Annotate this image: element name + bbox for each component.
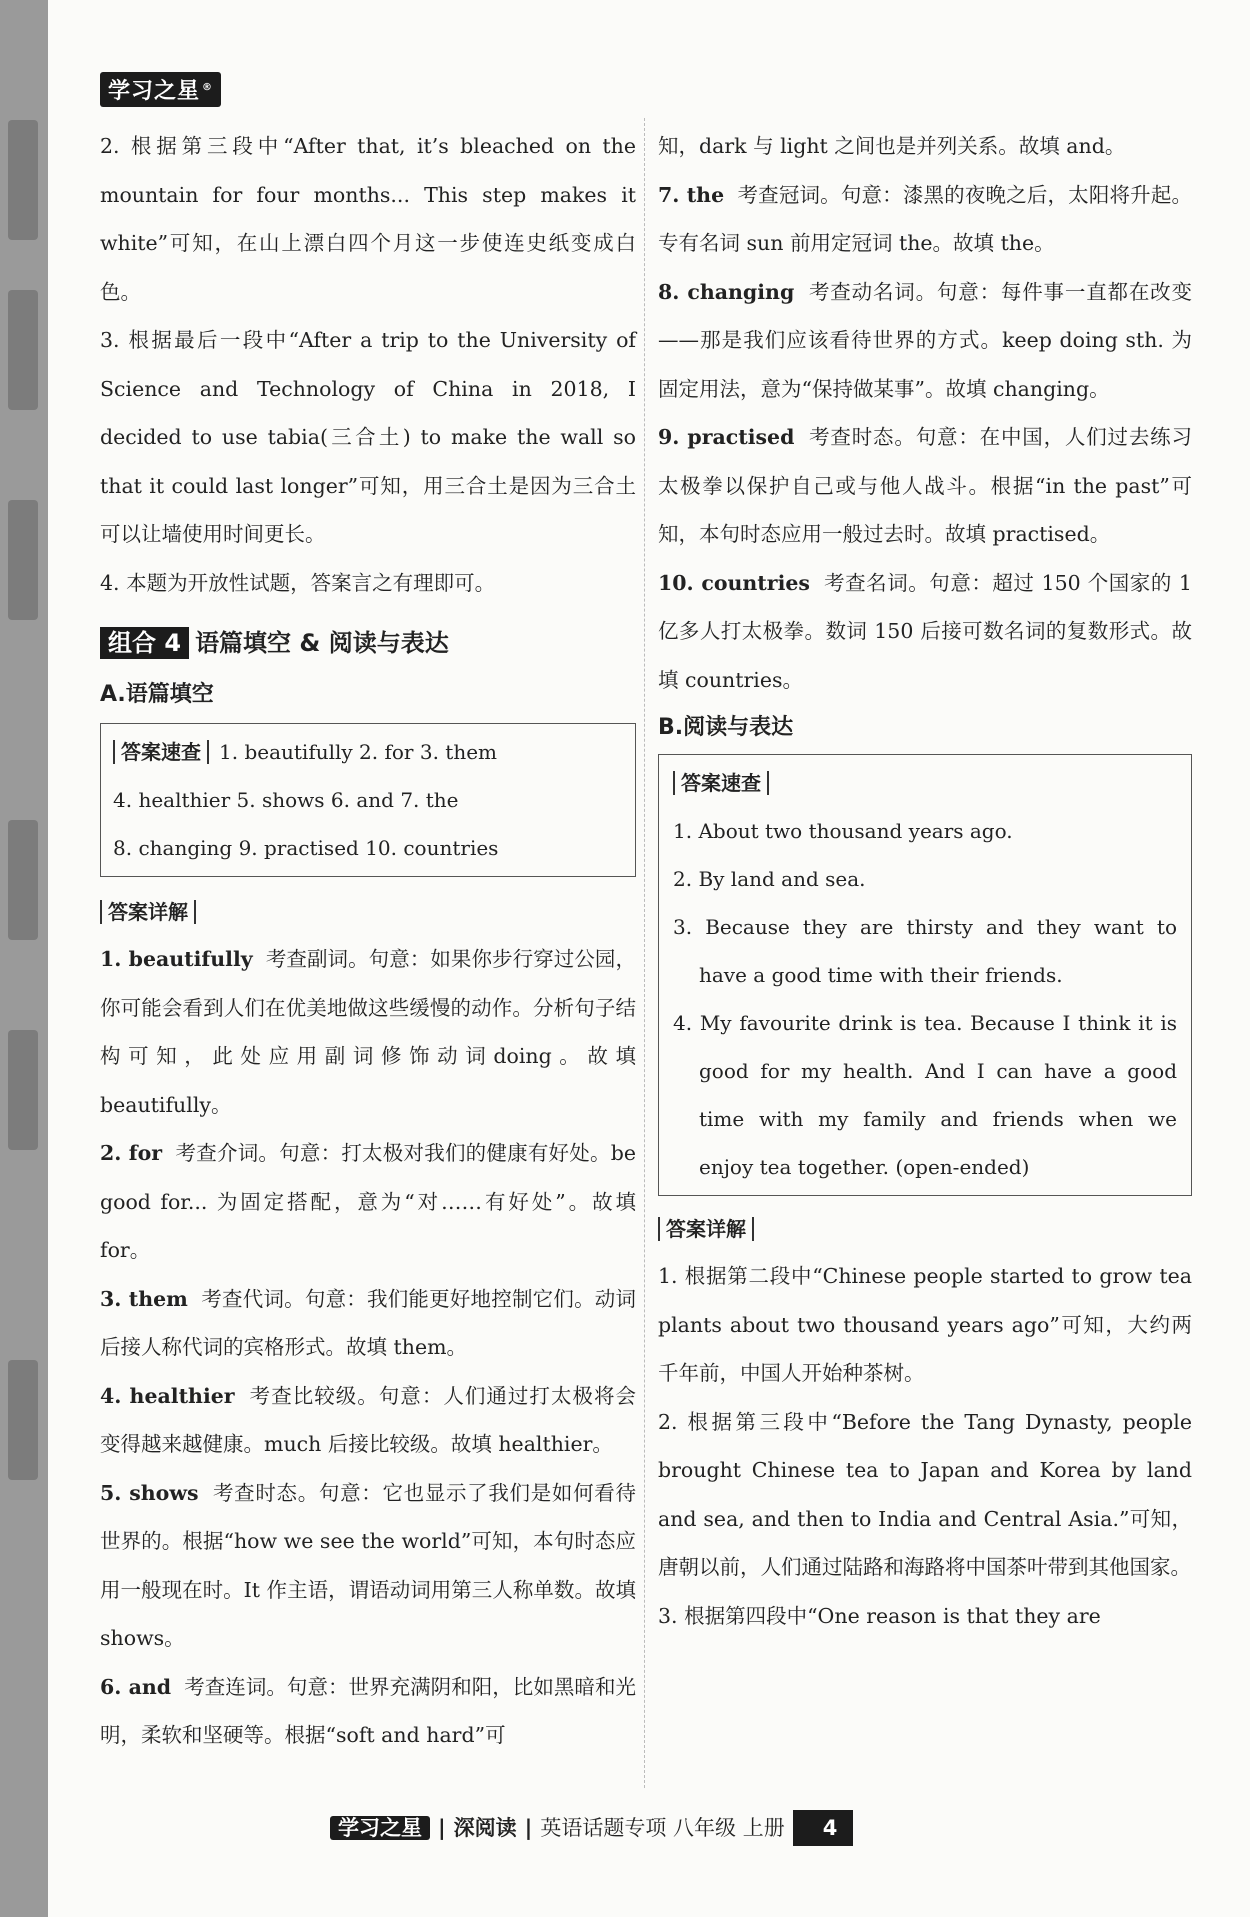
quick-answer-item: 3. Because they are thirsty and they want to have a good time with their friends. <box>673 915 1178 987</box>
quick-answer-item: 2. By land and sea. <box>673 867 866 891</box>
detail-item: 2. for 考查介词。句意：打太极对我们的健康有好处。be good for... 为固定搭配，意为“对……有好处”。故填 for。 <box>100 1141 636 1262</box>
detail-heading: 答案详解 <box>100 889 636 935</box>
answer-paragraph: 3. 根据最后一段中“After a trip to the University of Science and Technology of China in 2018, I decided to use tabia(三合土) to make the wall so that it could last longer”可知，用三合土是因为三合土可以让墙使用时间更长。 <box>100 328 636 546</box>
quick-answer-row: 4. healthier 5. shows 6. and 7. the <box>113 788 459 812</box>
detail-item: 9. practised 考查时态。句意：在中国，人们过去练习太极拳以保护自己或与他人战斗。根据“in the past”可知，本句时态应用一般过去时。故填 practised。 <box>658 425 1192 546</box>
header-logo: 学习之星 ® <box>100 72 221 107</box>
page-number: 4 <box>793 1810 854 1846</box>
detail-item: 10. countries 考查名词。句意：超过 150 个国家的 1 亿多人打太极拳。数词 150 后接可数名词的复数形式。故填 countries。 <box>658 570 1192 692</box>
spine-logo-mark <box>8 1360 38 1480</box>
section-tag: 组合 4 <box>100 627 189 659</box>
footer-series: 深阅读 <box>453 1816 517 1840</box>
spine-logo-mark <box>8 500 38 620</box>
quick-answer-box <box>100 723 636 877</box>
spine-logo-mark <box>8 1030 38 1150</box>
spine-logo-mark <box>8 290 38 410</box>
page-footer: 学习之星 | 深阅读 | 英语话题专项 八年级 上册 4 <box>330 1810 853 1846</box>
column-divider <box>644 118 646 1788</box>
detail-item-continued: 知，dark 与 light 之间也是并列关系。故填 and。 <box>658 134 1126 158</box>
detail-item: 1. beautifully 考查副词。句意：如果你步行穿过公园，你可能会看到人们在优美地做这些缓慢的动作。分析句子结构可知，此处应用副词修饰动词doing。故填 beautifully。 <box>100 947 636 1117</box>
footer-logo: 学习之星 <box>330 1816 430 1840</box>
answer-paragraph: 2. 根据第三段中“Before the Tang Dynasty, people brought Chinese tea to Japan and Korea by land and sea, and then to India and Central Asia.”可知，唐朝以前，人们通过陆路和海路将中国茶叶带到其他国家。 <box>658 1409 1192 1579</box>
section-title: 语篇填空 & 阅读与表达 <box>195 629 449 657</box>
quick-answer-box <box>658 754 1192 1196</box>
quick-answer-header: 答案速查 <box>673 759 1177 807</box>
subsection-heading-a: A.语篇填空 <box>100 682 214 707</box>
answer-paragraph: 4. 本题为开放性试题，答案言之有理即可。 <box>100 570 496 595</box>
quick-answer-item: 1. About two thousand years ago. <box>673 819 1013 843</box>
answer-paragraph: 1. 根据第二段中“Chinese people started to grow tea plants about two thousand years ago”可知，大约两千年前，中国人开始种茶树。 <box>658 1264 1192 1385</box>
spine-logo-mark <box>8 120 38 240</box>
right-column <box>658 122 1192 1640</box>
answer-paragraph: 3. 根据第四段中“One reason is that they are <box>658 1603 1101 1628</box>
footer-book-title: 英语话题专项 八年级 上册 <box>540 1816 785 1840</box>
section-heading <box>100 621 636 665</box>
detail-item: 5. shows 考查时态。句意：它也显示了我们是如何看待世界的。根据“how we see the world”可知，本句时态应用一般现在时。It 作主语，谓语动词用第三人称单数。故填 shows。 <box>100 1480 636 1650</box>
spine-logo-mark <box>8 820 38 940</box>
book-spine <box>0 0 48 1917</box>
quick-answer-label: 答案速查 <box>113 740 209 764</box>
answer-paragraph: 2. 根据第三段中“After that, it’s bleached on the mountain for four months... This step makes it white”可知，在山上漂白四个月这一步使连史纸变成白色。 <box>100 134 636 304</box>
quick-answer-row: 8. changing 9. practised 10. countries <box>113 836 499 860</box>
detail-heading: 答案详解 <box>658 1206 1192 1252</box>
detail-item: 3. them 考查代词。句意：我们能更好地控制它们。动词后接人称代词的宾格形式。故填 them。 <box>100 1286 636 1359</box>
quick-answer-row: 答案速查 1. beautifully 2. for 3. them <box>113 728 623 776</box>
detail-item: 7. the 考查冠词。句意：漆黑的夜晚之后，太阳将升起。专有名词 sun 前用定冠词 the。故填 the。 <box>658 182 1192 255</box>
detail-item: 8. changing 考查动名词。句意：每件事一直都在改变——那是我们应该看待世界的方式。keep doing sth. 为固定用法，意为“保持做某事”。故填 changing。 <box>658 279 1192 401</box>
subsection-heading-b: B.阅读与表达 <box>658 715 794 740</box>
detail-item: 4. healthier 考查比较级。句意：人们通过打太极将会变得越来越健康。much 后接比较级。故填 healthier。 <box>100 1383 637 1456</box>
detail-item: 6. and 考查连词。句意：世界充满阴和阳，比如黑暗和光明，柔软和坚硬等。根据“soft and hard”可 <box>100 1674 636 1747</box>
quick-answer-item: 4. My favourite drink is tea. Because I think it is good for my health. And I can have a good time with my family and friends when we enjoy tea together. (open-ended) <box>673 1011 1177 1179</box>
left-column <box>100 122 636 1760</box>
